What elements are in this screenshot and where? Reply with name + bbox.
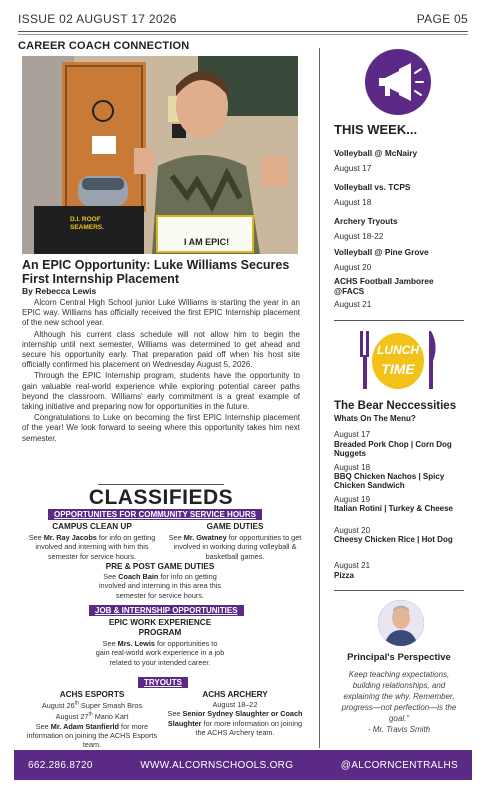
column-divider xyxy=(319,48,320,748)
principal-avatar xyxy=(378,600,424,646)
classifieds-rule xyxy=(98,484,224,485)
menu-date: August 21 xyxy=(334,561,371,570)
footer-social[interactable]: @ALCORNCENTRALHS xyxy=(340,759,458,771)
footer-phone: 662.286.8720 xyxy=(28,759,93,771)
body-text: for opportunities to get involved in working during volleyball & basketball games. xyxy=(173,533,302,561)
esports-heading: ACHS ESPORTS xyxy=(59,690,125,699)
event-date: August 18-22 xyxy=(334,231,384,241)
section-title: CAREER COACH CONNECTION xyxy=(18,40,190,52)
lunch-badge-line2: TIME xyxy=(381,361,415,377)
campus-cleanup-heading: CAMPUS CLEAN UP xyxy=(52,522,132,531)
body-text: See xyxy=(35,721,51,731)
community-service-banner: OPPORTUNITES FOR COMMUNITY SERVICE HOURS xyxy=(48,509,262,520)
archery-body xyxy=(165,700,305,738)
contact-name: Mrs. Lewis xyxy=(117,639,155,648)
header-rule-secondary xyxy=(18,34,468,35)
feature-headline: An EPIC Opportunity: Luke Williams Secures First Internship Placement xyxy=(22,258,290,286)
pre-post-game-heading: PRE & POST GAME DUTIES xyxy=(105,562,215,571)
esports-date-line xyxy=(42,701,142,710)
event-date: August 21 xyxy=(334,299,372,309)
classifieds-title: CLASSIFIEDS xyxy=(88,486,234,509)
footer-website[interactable]: WWW.ALCORNSCHOOLS.ORG xyxy=(140,759,294,771)
contact-name: Senior Sydney Slaughter or Coach Slaughter xyxy=(167,709,303,728)
lunch-time-badge xyxy=(357,327,439,395)
date-text: August 26 xyxy=(41,701,75,711)
body-text: for info on getting involved and interning with him this semester for service hours. xyxy=(35,533,156,561)
body-text: See xyxy=(167,709,183,719)
contact-name: Mr. Gwatney xyxy=(183,533,227,542)
esports-body xyxy=(22,700,162,750)
body-text: See xyxy=(103,572,119,581)
article-paragraph: Alcorn Central High School junior Luke Williams is starting the year in an EPIC way. Williams has officially received the first EPIC Internship placement of the new school year. xyxy=(22,298,300,328)
event-date: August 17 xyxy=(334,163,372,173)
body-text: for more information on joining the ACHS Esports team. xyxy=(26,721,158,750)
body-text: See xyxy=(102,639,118,648)
header-rule xyxy=(18,31,468,32)
archery-heading: ACHS ARCHERY xyxy=(202,690,268,699)
photo-shirt-text: D.I. ROOF SEAMERS. xyxy=(70,216,104,231)
menu-subtitle: Whats On The Menu? xyxy=(334,414,416,423)
event-title: Volleyball vs. TCPS xyxy=(334,182,411,192)
menu-item: Cheesy Chicken Rice | Hot Dog xyxy=(334,535,453,544)
menu-item: BBQ Chicken Nachos | Spicy Chicken Sandwich xyxy=(334,472,445,490)
esports-date-line xyxy=(56,712,129,721)
contact-name: Coach Bain xyxy=(118,572,159,581)
photo-sign-text: I AM EPIC! xyxy=(184,237,230,247)
body-text: for opportunities to gain real-world work experience in a job related to your intended career. xyxy=(95,639,225,667)
job-internship-banner: JOB & INTERNSHIP OPPORTUNITIES xyxy=(89,605,244,616)
event-date: August 18 xyxy=(334,197,372,207)
event-title: Volleyball @ McNairy xyxy=(334,148,418,158)
feature-photo xyxy=(22,56,298,254)
page-header xyxy=(18,8,468,30)
date-text: August 27 xyxy=(55,712,89,722)
article-paragraph: Although his current class schedule will not allow him to begin the internship until next semester, Williams was determined to get ahead and secure his opportunity early. That preparation paid off when his host site officially confirmed his placement on Wednesday August 5, 2026. xyxy=(22,329,300,370)
event-date: August 20 xyxy=(334,262,372,272)
menu-date: August 20 xyxy=(334,526,371,535)
contact-name: Mr. Ray Jacobs xyxy=(43,533,97,542)
article-paragraph: Congratulations to Luke on becoming the first EPIC Internship placement of the year! We look forward to seeing where this opportunity takes him next semester. xyxy=(22,413,300,443)
body-text: for info on getting involved and interning in this area this semester for service hours. xyxy=(98,572,222,600)
body-text: See xyxy=(28,533,44,542)
work-experience-heading: EPIC WORK EXPERIENCE PROGRAM xyxy=(108,618,212,637)
feature-article xyxy=(22,298,300,445)
campus-cleanup-body xyxy=(22,533,162,561)
body-text: for more information on joining the ACHS Archery team. xyxy=(195,718,303,738)
menu-date: August 19 xyxy=(334,495,371,504)
menu-item: Pizza xyxy=(334,571,355,580)
date-suffix: th xyxy=(88,711,93,718)
event-text: Mario Kart xyxy=(92,712,129,722)
menu-rule xyxy=(334,590,464,591)
feature-byline: By Rebecca Lewis xyxy=(22,286,97,296)
date-suffix: th xyxy=(74,701,79,707)
menu-item: Italian Rotini | Turkey & Cheese xyxy=(334,504,454,513)
page-number: PAGE 05 xyxy=(416,12,468,26)
this-week-title: THIS WEEK... xyxy=(334,122,418,137)
game-duties-heading: GAME DUTIES xyxy=(206,522,264,531)
this-week-rule xyxy=(334,320,464,321)
megaphone-icon xyxy=(365,49,431,115)
date-text: August 18–22 xyxy=(212,700,258,709)
menu-title: The Bear Neccessities xyxy=(334,400,457,412)
game-duties-body xyxy=(165,533,305,561)
principal-title: Principal's Perspective xyxy=(347,652,451,663)
menu-date: August 17 xyxy=(334,430,371,439)
issue-label: ISSUE 02 AUGUST 17 2026 xyxy=(18,12,177,26)
quote-author: - Mr. Travis Smith xyxy=(367,725,431,734)
event-title: ACHS Football Jamboree @FACS xyxy=(334,276,434,296)
event-title: Archery Tryouts xyxy=(334,216,398,226)
body-text: See xyxy=(168,533,184,542)
tryouts-banner: TRYOUTS xyxy=(138,677,188,688)
contact-name: Mr. Adam Stanfierld xyxy=(50,721,120,731)
event-title: Volleyball @ Pine Grove xyxy=(334,247,429,257)
work-experience-body xyxy=(95,639,225,667)
page-footer xyxy=(14,750,472,780)
pre-post-game-body xyxy=(95,572,225,600)
lunch-badge-line1: LUNCH xyxy=(377,343,419,357)
menu-date: August 18 xyxy=(334,463,371,472)
quote-text: Keep teaching expectations, building relationships, and explaining the why. Remember, progress—not perfection—is the goal.” xyxy=(341,670,457,723)
article-paragraph: Through the EPIC Internship program, students have the opportunity to gain valuable real-world experience while exploring potential career paths beyond the classroom. Williams' early commitment is a great example of taking initiative and preparing now for opportunities in the future. xyxy=(22,371,300,412)
event-text: Super Smash Bros xyxy=(78,701,143,711)
menu-item: Breaded Pork Chop | Corn Dog Nuggets xyxy=(334,440,452,458)
principal-quote xyxy=(334,669,464,735)
